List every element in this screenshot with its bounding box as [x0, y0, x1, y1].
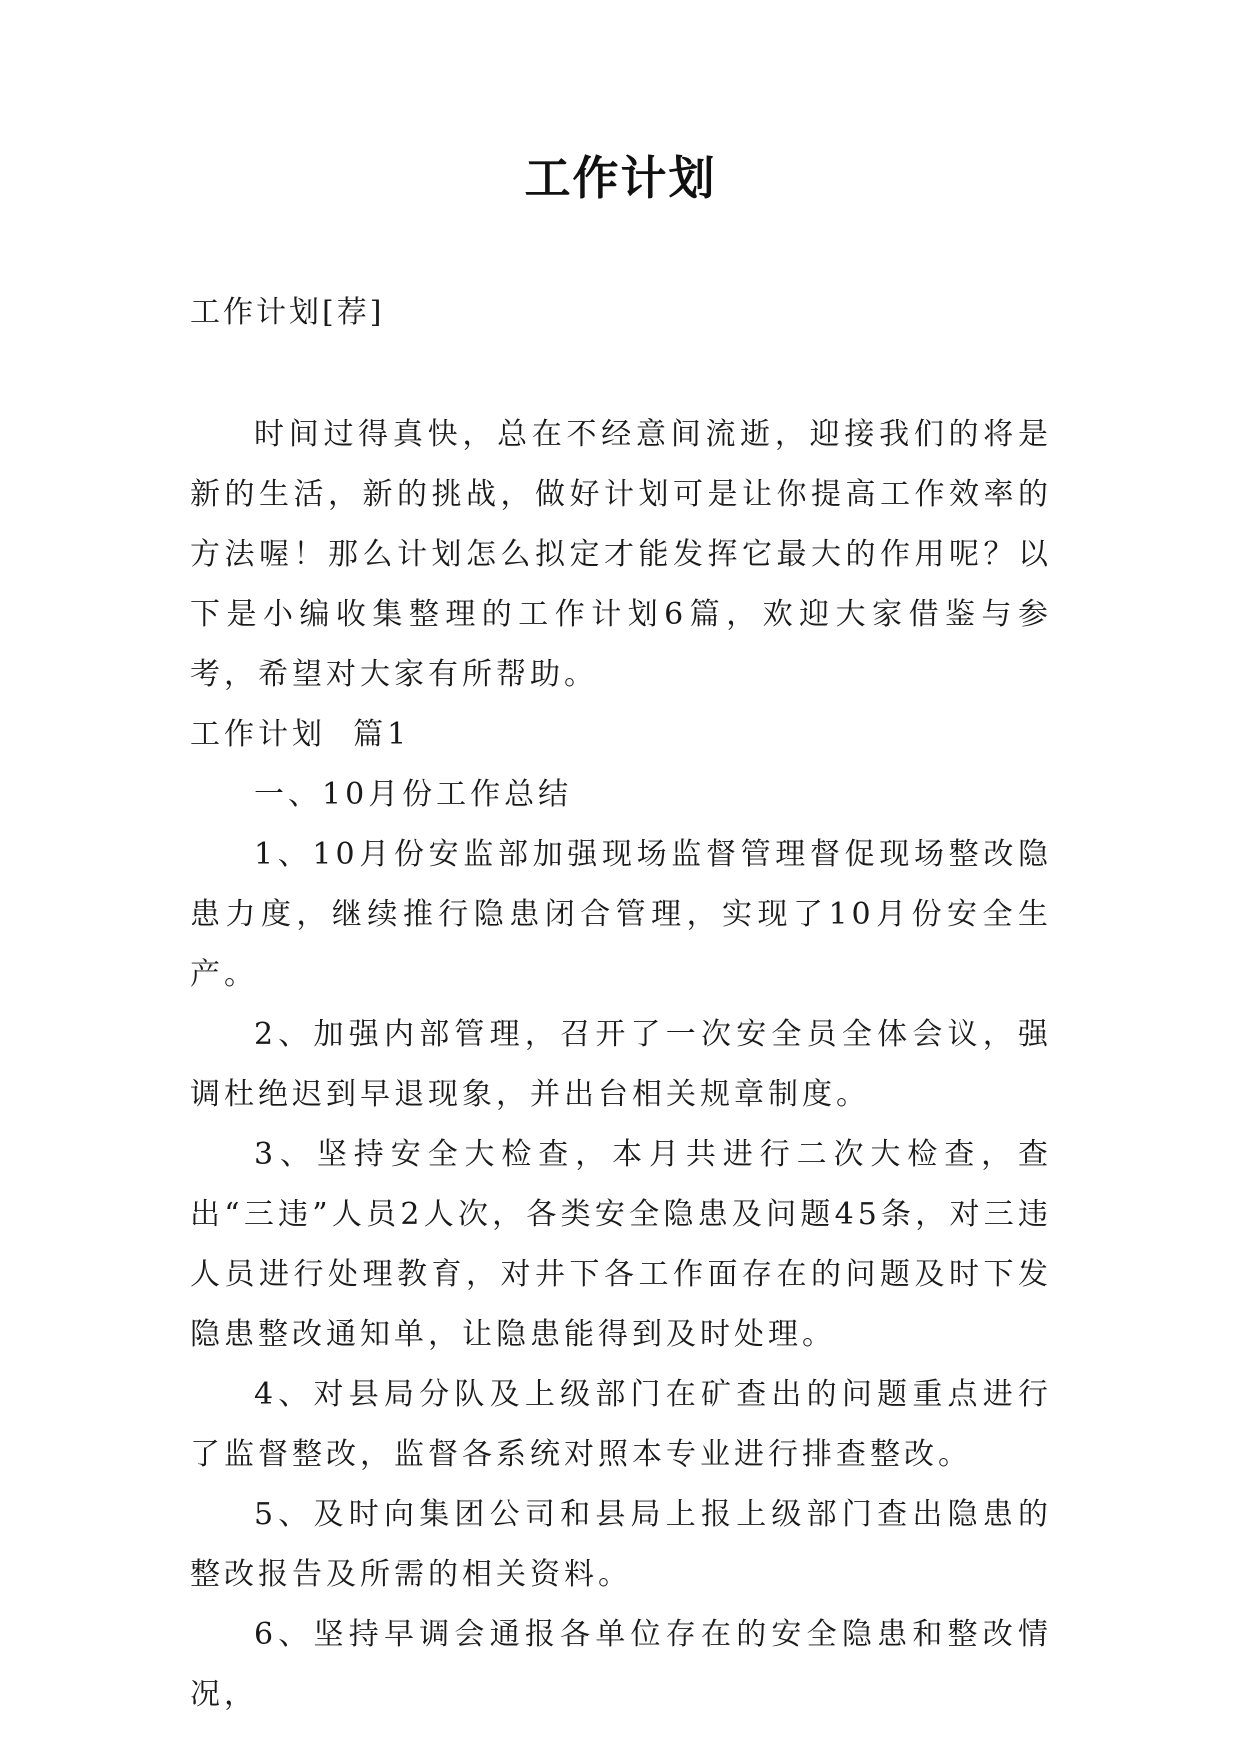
list-item-4: 4、对县局分队及上级部门在矿查出的问题重点进行了监督整改，监督各系统对照本专业进行排查整改。 — [190, 1377, 1052, 1472]
list-item-1: 1、10月份安监部加强现场监督管理督促现场整改隐患力度，继续推行隐患闭合管理，实现了10月份安全生产。 — [190, 837, 1052, 992]
list-item-5: 5、及时向集团公司和县局上报上级部门查出隐患的整改报告及所需的相关资料。 — [190, 1497, 1052, 1592]
section-heading: 工作计划 篇1 — [190, 717, 411, 752]
list-item-2: 2、加强内部管理，召开了一次安全员全体会议，强调杜绝迟到早退现象，并出台相关规章制度。 — [190, 1017, 1052, 1112]
document-body — [190, 405, 1052, 1725]
document-subtitle: 工作计划[荐] — [190, 295, 385, 330]
list-item-6: 6、坚持早调会通报各单位存在的安全隐患和整改情况， — [190, 1617, 1052, 1712]
page-title: 工作计划 — [524, 151, 717, 205]
intro-paragraph: 时间过得真快，总在不经意间流逝，迎接我们的将是新的生活，新的挑战，做好计划可是让你提高工作效率的方法喔！那么计划怎么拟定才能发挥它最大的作用呢？以下是小编收集整理的工作计划6篇，欢迎大家借鉴与参考，希望对大家有所帮助。 — [190, 417, 1052, 692]
list-item-3: 3、坚持安全大检查，本月共进行二次大检查，查出“三违”人员2人次，各类安全隐患及问题45条，对三违人员进行处理教育，对井下各工作面存在的问题及时下发隐患整改通知单，让隐患能得到及时处理。 — [190, 1137, 1052, 1352]
part-heading: 一、10月份工作总结 — [254, 777, 573, 812]
